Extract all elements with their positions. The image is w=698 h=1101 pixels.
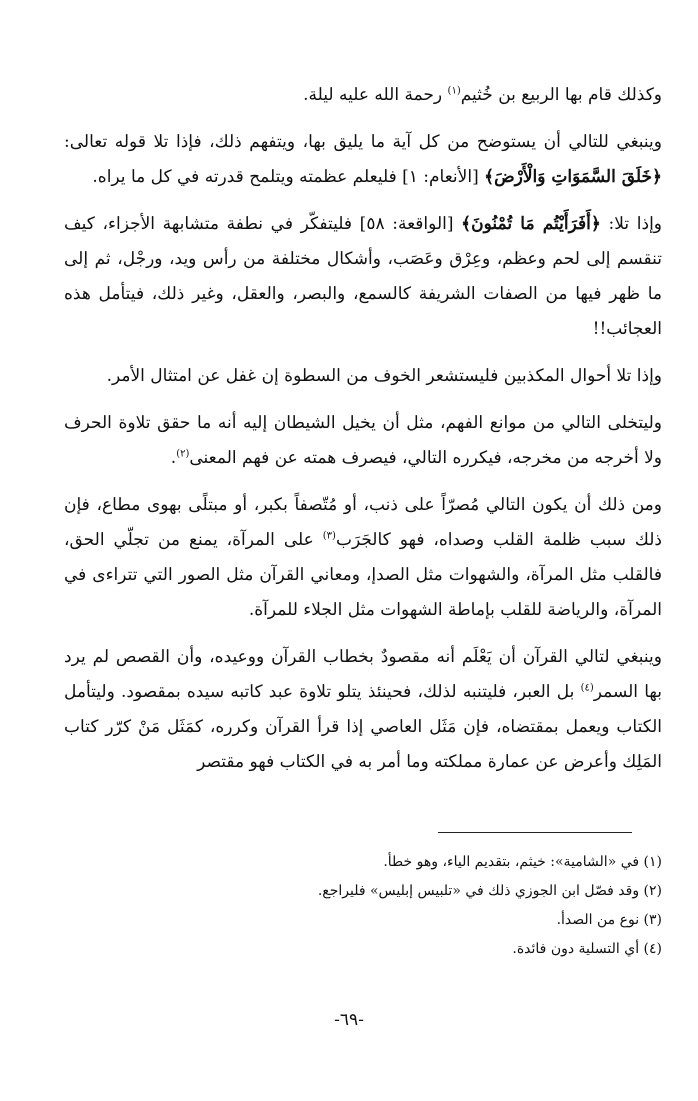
paragraph (64, 406, 662, 476)
paragraph (64, 78, 662, 113)
paragraph-text: وينبغي لتالي القرآن أن يَعْلَم أنه مقصودٌ بخطاب القرآن ووعيده، وأن القصص لم يرد بها السمر (64, 647, 663, 702)
paragraph-text: . (170, 448, 177, 468)
quran-verse: ﴿أَفَرَأَيْتُم مَا تُمْنُونَ﴾ (461, 214, 601, 234)
paragraph-text: وإذا تلا: (600, 214, 662, 234)
paragraph-text: وليتخلى التالي من موانع الفهم، مثل أن يخيل الشيطان إليه أنه ما حقق تلاوة الحرف ولا أخرجه من مخرجه، فيكرره التالي، فيصرف همته عن فهم المعنى (64, 413, 662, 468)
paragraph (64, 488, 662, 628)
footnotes (160, 848, 662, 964)
page-number: -٦٩- (334, 1010, 364, 1030)
paragraph-text: رحمة الله عليه ليلة. (303, 85, 448, 105)
footnote-marker: (٣) (322, 530, 336, 542)
footnote: (٣) نوع من الصدأ. (556, 912, 662, 928)
quran-verse: ﴿خَلَقَ السَّمَوَاتِ وَالْأَرْضَ﴾ (484, 167, 662, 187)
paragraph-text: وإذا تلا أحوال المكذبين فليستشعر الخوف من السطوة إن غفل عن امتثال الأمر. (106, 366, 662, 386)
footnote: (٢) وقد فصّل ابن الجوزي ذلك في «تلبيس إبليس» فليراجع. (317, 883, 662, 899)
paragraph-text: ومن ذلك أن يكون التالي مُصرّاً على ذنب، أو مُتّصفاً بكبر، أو مبتلًى بهوى مطاع، فإن ذلك سبب ظلمة القلب وصداه، فهو كالجَرَب (64, 495, 662, 550)
paragraph-text: [الأنعام: ١] فليعلم عظمته ويتلمح قدرته في كل ما يراه. (92, 167, 485, 187)
main-text (64, 78, 662, 792)
footnote: (١) في «الشامية»: خيثم، بتقديم الياء، وهو خطأ. (383, 854, 662, 870)
paragraph-text: على المرآة، يمنع من تجلّي الحق، فالقلب مثل المرآة، والشهوات مثل الصدإ، ومعاني القرآن مثل الصور التي تتراءى في المرآة، والرياضة للقلب بإماطة الشهوات مثل الجلاء للمرآة. (64, 530, 662, 620)
footnote-marker: (٤) (580, 682, 594, 694)
paragraph (64, 207, 662, 347)
paragraph (64, 125, 662, 195)
paragraph-text: [الواقعة: ٥٨] فليتفكّر في نطفة متشابهة الأجزاء، كيف تنقسم إلى لحم وعظم، وعِرْق وعَصَب، وأشكال مختلفة من رأس ويد، ورجْل، ثم إلى ما ظهر فيها من الصفات الشريفة كالسمع، والبصر، والعقل، وغير ذلك، فيتأمل هذه العجائب!! (64, 214, 662, 339)
footnote-divider (438, 832, 632, 833)
footnote-marker: (٢) (176, 448, 190, 460)
paragraph (64, 640, 662, 780)
paragraph-text: وكذلك قام بها الربيع بن خُثيم (460, 85, 662, 105)
paragraph-text: بل العبر، فليتنبه لذلك، فحينئذ يتلو تلاوة عبد كاتبه سيده بمقصود. وليتأمل الكتاب ويعمل بمقتضاه، فإن مَثَل العاصي إذا قرأ القرآن وكرره، كمَثَل مَنْ كرّر كتاب المَلِك وأعرض عن عمارة مملكته وما أمر به في الكتاب فهو مقتصر (64, 682, 662, 772)
paragraph (64, 359, 662, 394)
footnote-marker: (١) (447, 85, 461, 97)
footnote: (٤) أي التسلية دون فائدة. (512, 941, 662, 957)
paragraph-text: وينبغي للتالي أن يستوضح من كل آية ما يليق بها، ويتفهم ذلك، فإذا تلا قوله تعالى: (64, 132, 662, 152)
